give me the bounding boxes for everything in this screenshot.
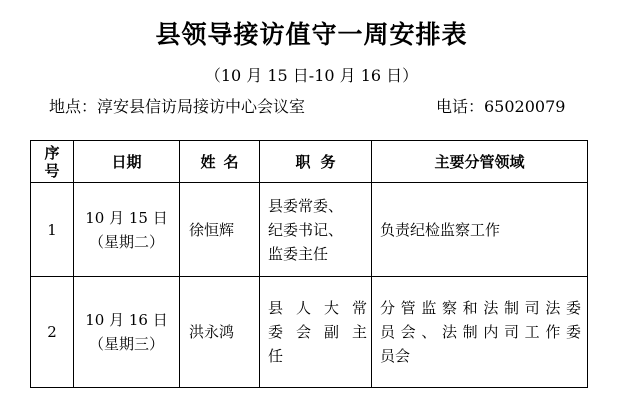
header-date: 日期 (74, 141, 180, 183)
header-number: 序 号 (31, 141, 74, 183)
row-responsibility: 负责纪检监察工作 (372, 183, 588, 277)
table-header-row (31, 141, 588, 183)
row-name: 徐恒辉 (180, 183, 260, 277)
header-responsibility: 主要分管领域 (372, 141, 588, 183)
table-row (31, 277, 588, 388)
row-responsibility: 分管监察和法制司法委 员会、法制内司工作委 员会 (372, 277, 588, 388)
table-row (31, 183, 588, 277)
row-number: 2 (31, 277, 74, 388)
row-position: 县委常委、 纪委书记、 监委主任 (260, 183, 372, 277)
row-date: 10 月 16 日 （星期三） (74, 277, 180, 388)
row-name: 洪永鸿 (180, 277, 260, 388)
phone-text: 电话：65020079 (436, 97, 566, 116)
page-title: 县领导接访值守一周安排表 (155, 20, 468, 49)
schedule-table (30, 140, 588, 388)
header-position: 职务 (260, 141, 372, 183)
location-text: 地点：淳安县信访局接访中心会议室 (49, 97, 306, 116)
header-name: 姓名 (180, 141, 260, 183)
row-date: 10 月 15 日 （星期二） (74, 183, 180, 277)
date-range-subtitle: （10 月 15 日-10 月 16 日） (204, 66, 419, 85)
row-number: 1 (31, 183, 74, 277)
row-position: 县人大常 委会副主 任 (260, 277, 372, 388)
